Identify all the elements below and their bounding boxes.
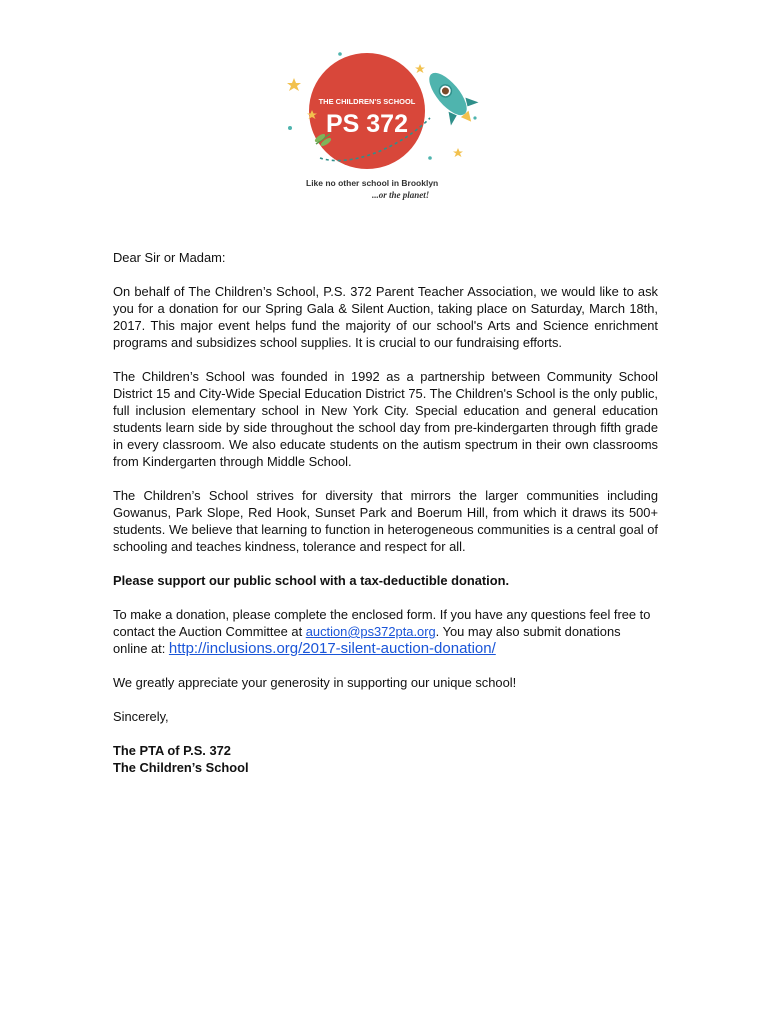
logo-graphic xyxy=(280,48,490,208)
letter-body xyxy=(113,249,658,776)
signature-line-1: The PTA of P.S. 372 xyxy=(113,743,231,758)
logo-school-name: THE CHILDREN'S SCHOOL xyxy=(318,97,416,106)
signature-block xyxy=(113,742,658,776)
logo-tagline-2: ...or the planet! xyxy=(372,190,430,200)
donation-text-1: To make a donation, please complete the enclosed form. If you have any questions feel free to contact the Auction Committee at xyxy=(113,607,651,639)
school-logo xyxy=(280,48,490,208)
paragraph-diversity: The Children’s School strives for diversity that mirrors the larger communities including Gowanus, Park Slope, Red Hook, Sunset Park and Boerum Hill, from which it draws its 500+ students. We believe that learning to function in heterogeneous communities is a central goal of schooling and teaches kindness, tolerance and respect for all. xyxy=(113,488,658,554)
closing: Sincerely, xyxy=(113,709,169,724)
logo-ps-number: PS 372 xyxy=(325,110,409,138)
appreciation: We greatly appreciate your generosity in supporting our unique school! xyxy=(113,675,517,690)
donation-url-link[interactable]: http://inclusions.org/2017-silent-auction-donation/ xyxy=(168,640,496,657)
donation-appeal: Please support our public school with a tax-deductible donation. xyxy=(113,573,510,588)
donation-text-2: . You may also submit donations online at: xyxy=(113,624,621,656)
salutation: Dear Sir or Madam: xyxy=(113,250,226,265)
paragraph-intro: On behalf of The Children’s School, P.S. 372 Parent Teacher Association, we would like to ask you for a donation for our Spring Gala & Silent Auction, taking place on Saturday, March 18th, 2017. This major event helps fund the majority of our school's Arts and Science enrichment programs and subsidizes school supplies. It is crucial to our fundraising efforts. xyxy=(113,284,658,350)
logo-tagline-1: Like no other school in Brooklyn xyxy=(306,178,439,188)
email-link[interactable]: auction@ps372pta.org xyxy=(305,624,436,639)
signature-line-2: The Children’s School xyxy=(113,760,249,775)
paragraph-history: The Children’s School was founded in 1992 as a partnership between Community School District 15 and City-Wide Special Education District 75. The Children's School is the only public, full inclusion elementary school in New York City. Special education and general education students learn side by side throughout the school day from pre-kindergarten through fifth grade in every classroom. We also educate students on the autism spectrum in their own classrooms from Kindergarten through Middle School. xyxy=(113,369,658,469)
paragraph-donation xyxy=(113,606,658,657)
rocket-icon xyxy=(417,63,484,134)
